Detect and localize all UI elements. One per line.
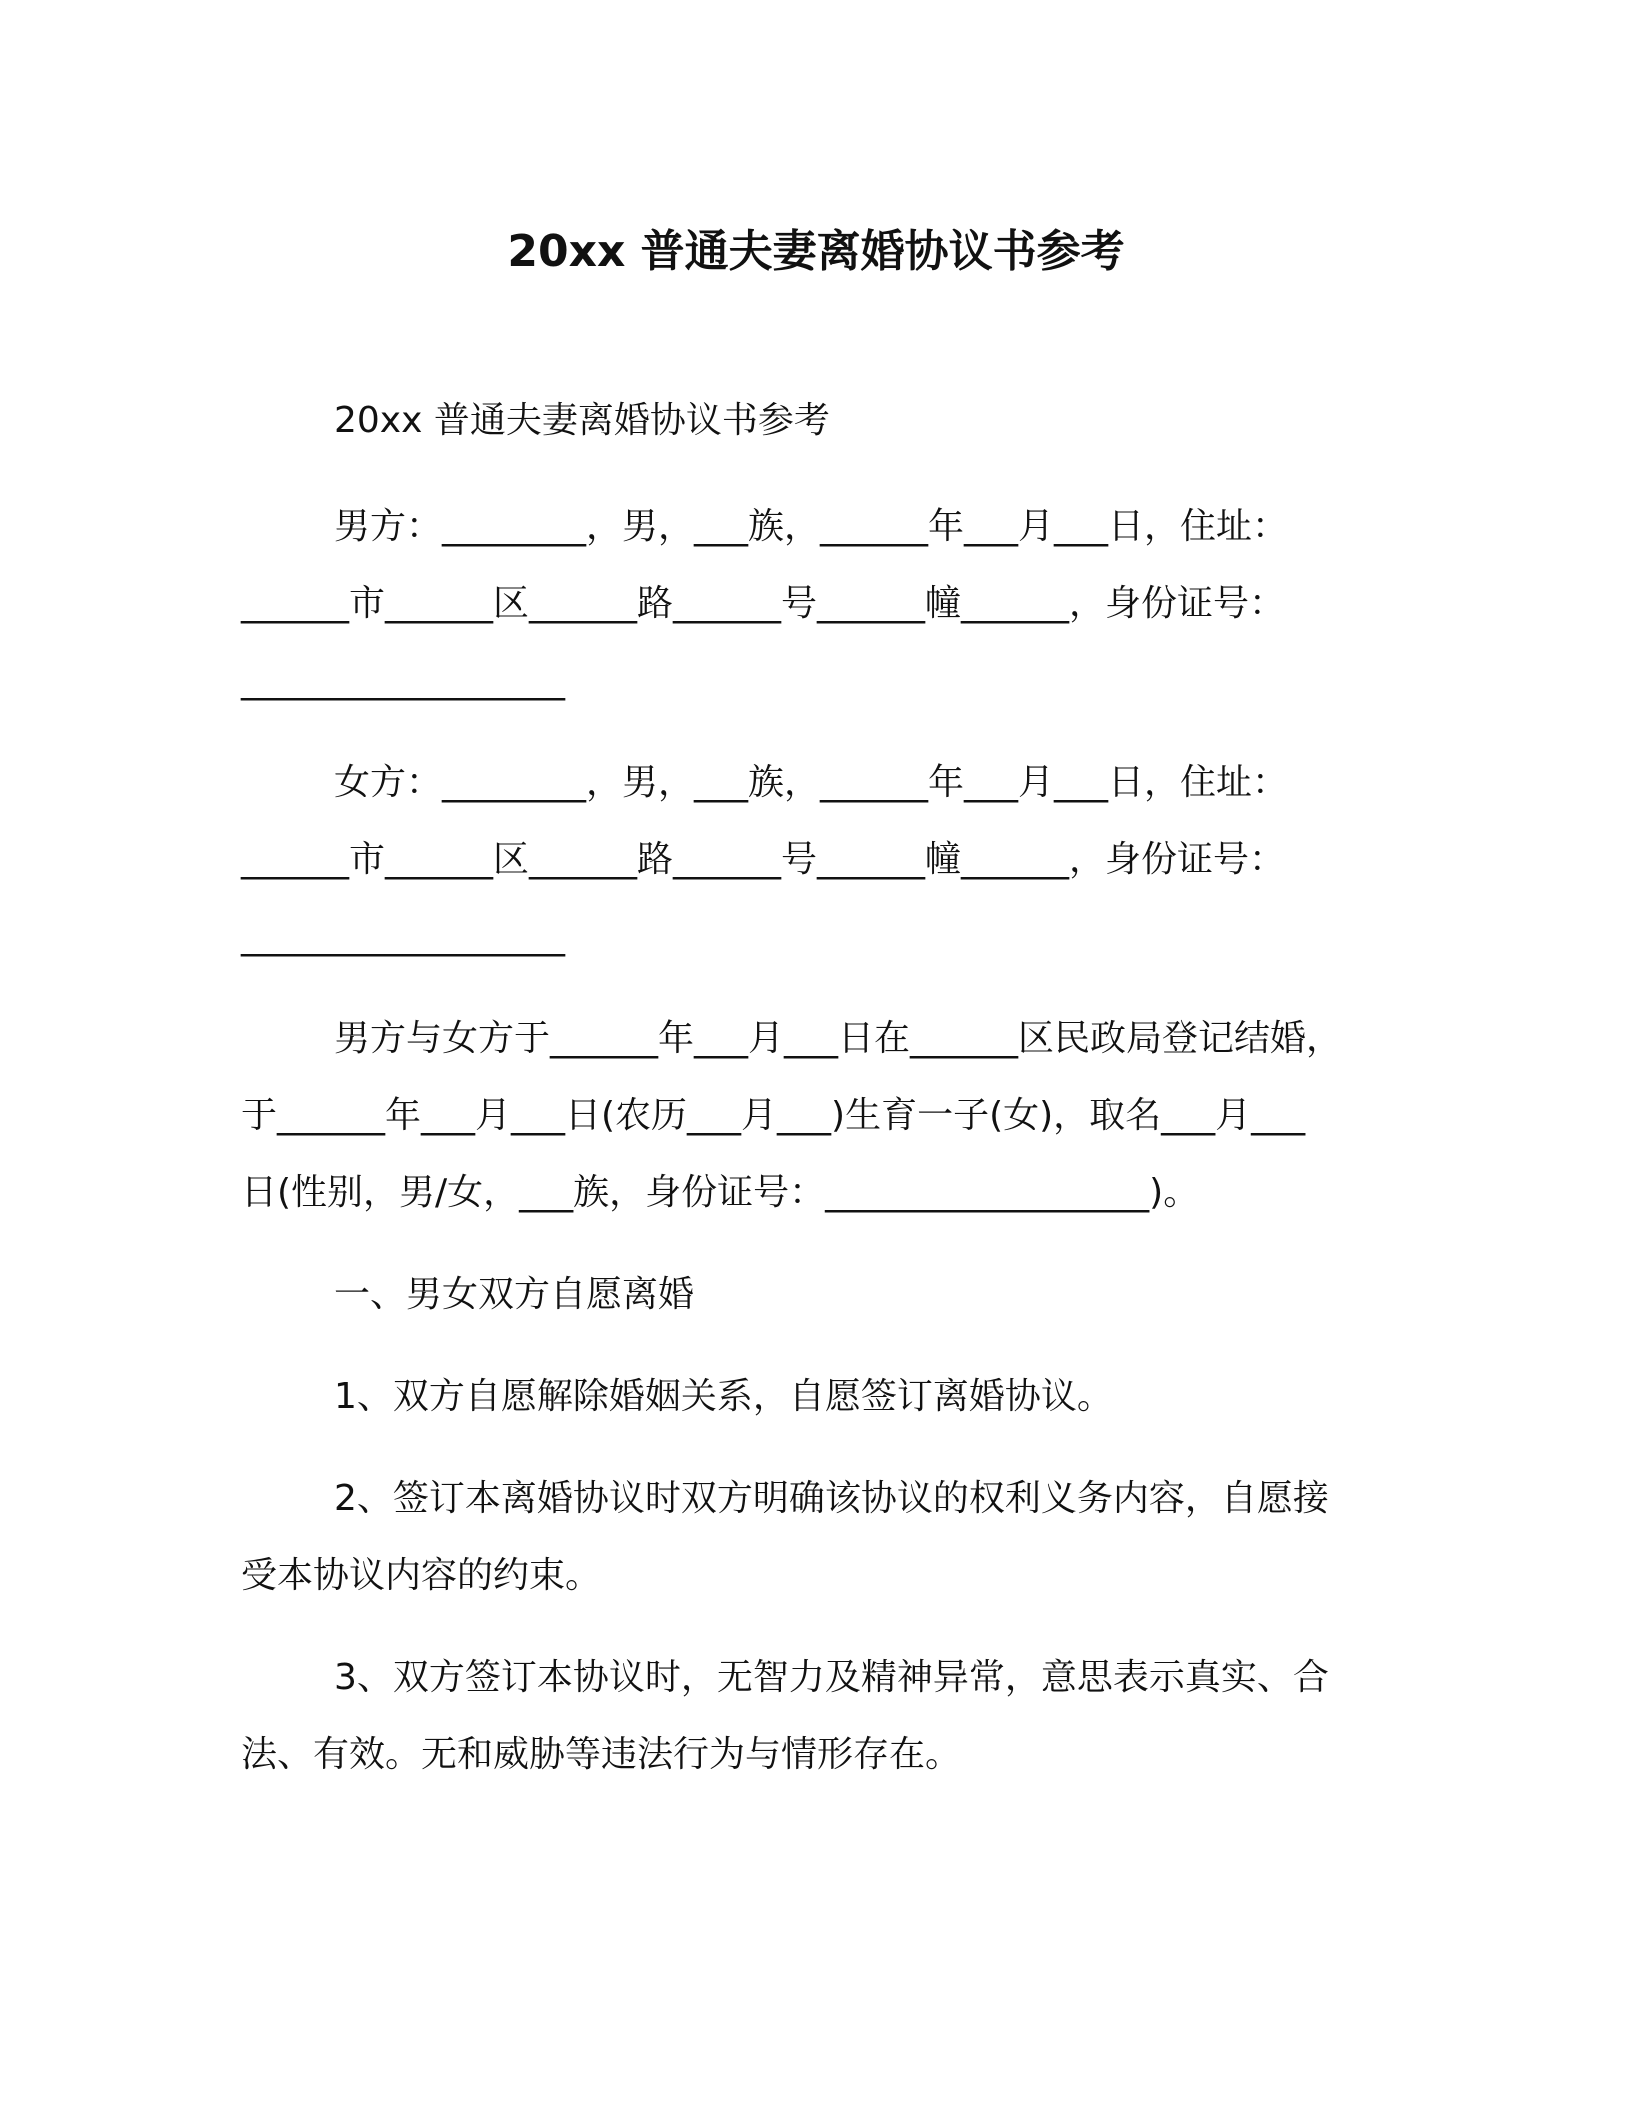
marriage-info-line-1: 男方与女方于______年___月___日在______区民政局登记结婚， — [334, 1018, 1343, 1059]
document-title: 20xx 普通夫妻离婚协议书参考 — [507, 226, 1125, 277]
subtitle-line: 20xx 普通夫妻离婚协议书参考 — [334, 400, 830, 441]
clause-2-line-2: 受本协议内容的约束。 — [241, 1555, 602, 1596]
section-heading: 一、男女双方自愿离婚 — [334, 1274, 695, 1315]
male-id-blank-line: __________________ — [241, 660, 565, 701]
clause-1-line: 1、双方自愿解除婚姻关系，自愿签订离婚协议。 — [334, 1376, 1113, 1417]
female-party-line: 女方：________，男，___族，______年___月___日，住址： — [334, 762, 1289, 803]
clause-3-line-2: 法、有效。无和威胁等违法行为与情形存在。 — [241, 1734, 962, 1775]
male-party-line: 男方：________，男，___族，______年___月___日，住址： — [334, 506, 1289, 547]
clause-3-line-1: 3、双方签订本协议时，无智力及精神异常，意思表示真实、合 — [334, 1657, 1329, 1698]
female-address-line: ______市______区______路______号______幢______，身份证号： — [241, 839, 1286, 880]
male-address-line: ______市______区______路______号______幢______，身份证号： — [241, 583, 1286, 624]
clause-2-line-1: 2、签订本离婚协议时双方明确该协议的权利义务内容，自愿接 — [334, 1478, 1329, 1519]
marriage-info-line-2: 于______年___月___日(农历___月___)生育一子(女)，取名___月___ — [241, 1095, 1306, 1136]
female-id-blank-line: __________________ — [241, 916, 565, 957]
marriage-info-line-3: 日(性别，男/女，___族，身份证号：__________________)。 — [241, 1172, 1200, 1213]
